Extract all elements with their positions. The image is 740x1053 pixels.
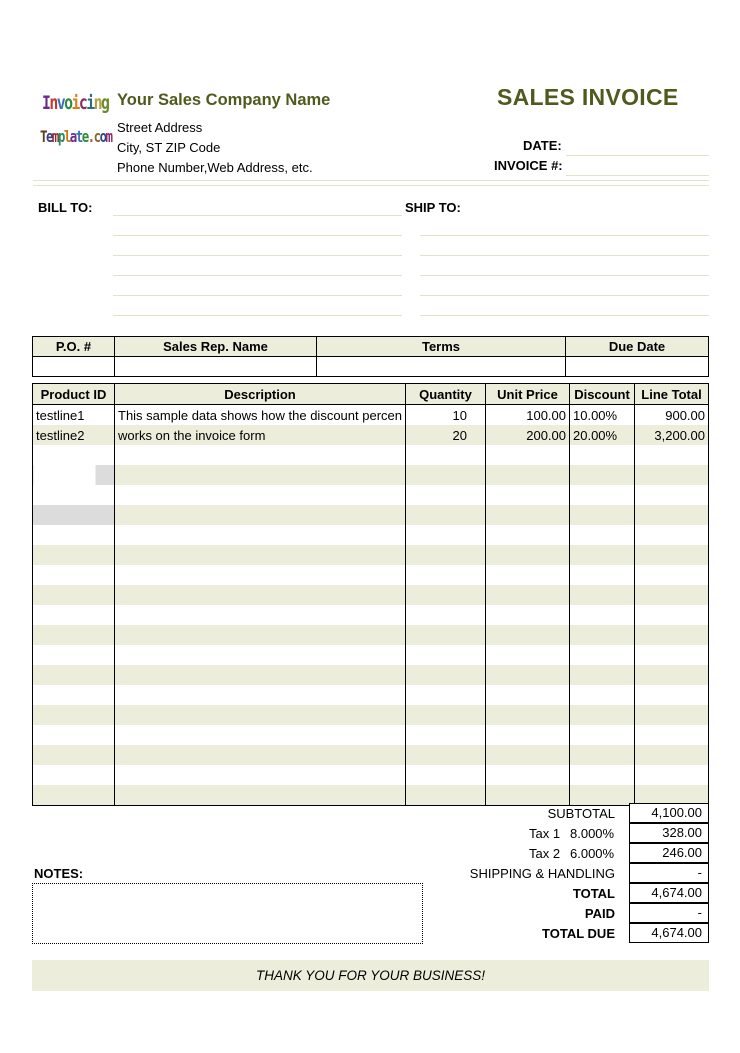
tax2-label: Tax 2 [529,846,561,861]
table-row [33,605,709,625]
total-due-value: 4,674.00 [629,923,709,943]
bill-to-line[interactable] [113,235,402,236]
unit-price-cell[interactable] [486,445,570,465]
product-id-cell[interactable] [33,465,115,485]
shipping-value[interactable]: - [629,863,709,883]
quantity-cell[interactable] [406,645,486,665]
company-city: City, ST ZIP Code [117,140,221,155]
total-value: 4,674.00 [629,883,709,903]
notes-label: NOTES: [34,866,84,881]
description-cell[interactable] [115,505,406,525]
company-logo [38,90,110,150]
company-name: Your Sales Company Name [117,91,331,109]
quantity-cell[interactable] [406,745,486,765]
unit-price-cell[interactable] [486,705,570,725]
date-field[interactable] [566,138,709,156]
line-total-cell[interactable] [635,525,709,545]
quantity-cell[interactable] [406,585,486,605]
header-divider [33,180,709,186]
discount-cell[interactable] [570,445,635,465]
description-cell[interactable] [115,725,406,745]
description-cell[interactable] [115,765,406,785]
terms-value[interactable] [317,357,566,377]
product-id-cell[interactable] [33,505,115,525]
line-total-cell[interactable] [635,565,709,585]
description-cell[interactable] [115,445,406,465]
bill-to-line[interactable] [113,275,402,276]
line-total-cell[interactable] [635,505,709,525]
table-row [33,425,709,445]
ship-to-line[interactable] [420,235,709,236]
product-id-cell[interactable] [33,605,115,625]
subtotal-value: 4,100.00 [629,803,709,823]
discount-cell[interactable] [570,725,635,745]
product-id-cell[interactable] [33,625,115,645]
unit-price-cell[interactable]: 100.00 [486,405,570,426]
line-total-cell[interactable] [635,725,709,745]
product-id-cell[interactable] [33,545,115,565]
ship-to-line[interactable] [420,295,709,296]
product-id-cell[interactable] [33,765,115,785]
product-id-cell[interactable] [33,745,115,765]
line-total-cell[interactable] [635,705,709,725]
tax1-rate[interactable]: 8.000% [570,826,615,841]
shipping-label: SHIPPING & HANDLING [469,866,615,881]
product-id-cell[interactable] [33,485,115,505]
table-row [33,505,709,525]
table-row [33,705,709,725]
line-total-cell[interactable] [635,625,709,645]
total-label: TOTAL [572,886,615,901]
description-cell[interactable] [115,565,406,585]
table-row [33,785,709,806]
product-id-cell[interactable] [33,725,115,745]
table-row [33,725,709,745]
product-id-cell[interactable] [33,785,115,806]
sales-rep-value[interactable] [115,357,317,377]
unit-price-cell[interactable] [486,485,570,505]
discount-cell[interactable] [570,585,635,605]
quantity-header: Quantity [406,384,486,405]
ship-to-line[interactable] [420,255,709,256]
quantity-cell[interactable] [406,525,486,545]
unit-price-cell[interactable] [486,745,570,765]
paid-value[interactable]: - [629,903,709,923]
table-row [33,445,709,465]
unit-price-cell[interactable] [486,545,570,565]
unit-price-cell[interactable] [486,765,570,785]
bill-to-label: BILL TO: [38,200,93,215]
table-row [33,565,709,585]
quantity-cell[interactable]: 10 [406,405,486,426]
table-row [33,645,709,665]
discount-cell[interactable] [570,645,635,665]
line-items-table [32,383,709,806]
description-cell[interactable] [115,745,406,765]
table-row [33,465,709,485]
line-total-cell[interactable]: 900.00 [635,405,709,426]
discount-cell[interactable] [570,505,635,525]
discount-cell[interactable] [570,705,635,725]
quantity-cell[interactable] [406,705,486,725]
discount-cell[interactable] [570,565,635,585]
bill-to-line[interactable] [113,255,402,256]
description-cell[interactable] [115,685,406,705]
tax2-value: 246.00 [629,843,709,863]
description-cell[interactable] [115,465,406,485]
discount-cell[interactable] [570,625,635,645]
description-cell[interactable] [115,645,406,665]
company-street: Street Address [117,120,203,135]
discount-cell[interactable] [570,765,635,785]
discount-cell[interactable] [570,545,635,565]
quantity-cell[interactable] [406,785,486,806]
line-total-cell[interactable] [635,605,709,625]
invoice-title: SALES INVOICE [497,84,679,110]
unit-price-cell[interactable] [486,525,570,545]
line-total-cell[interactable] [635,545,709,565]
unit-price-cell[interactable] [486,685,570,705]
line-total-cell[interactable] [635,765,709,785]
unit-price-cell[interactable]: 200.00 [486,425,570,445]
table-row [33,685,709,705]
description-cell[interactable] [115,585,406,605]
paid-label: PAID [584,906,615,921]
quantity-cell[interactable] [406,685,486,705]
description-cell[interactable] [115,665,406,685]
invoice-number-label: INVOICE #: [494,158,563,173]
description-cell[interactable] [115,605,406,625]
discount-cell[interactable] [570,485,635,505]
table-row [33,545,709,565]
quantity-cell[interactable] [406,465,486,485]
product-id-cell[interactable] [33,445,115,465]
product-id-cell[interactable] [33,665,115,685]
unit-price-cell[interactable] [486,785,570,806]
ship-to-line[interactable] [420,275,709,276]
product-id-cell[interactable] [33,685,115,705]
table-row [33,625,709,645]
quantity-cell[interactable]: 20 [406,425,486,445]
total-due-label: TOTAL DUE [542,926,615,941]
sales-rep-header: Sales Rep. Name [115,337,317,357]
due-date-header: Due Date [566,337,709,357]
description-cell[interactable] [115,625,406,645]
discount-cell[interactable] [570,525,635,545]
product-id-header: Product ID [33,384,115,405]
line-total-cell[interactable] [635,665,709,685]
unit-price-cell[interactable] [486,725,570,745]
unit-price-cell[interactable] [486,645,570,665]
po-header: P.O. # [33,337,115,357]
discount-cell[interactable] [570,465,635,485]
table-row [33,665,709,685]
tax1-value: 328.00 [629,823,709,843]
quantity-cell[interactable] [406,505,486,525]
thank-you-banner: THANK YOU FOR YOUR BUSINESS! [32,960,709,991]
terms-header: Terms [317,337,566,357]
description-header: Description [115,384,406,405]
quantity-cell[interactable] [406,625,486,645]
quantity-cell[interactable] [406,765,486,785]
description-cell[interactable]: works on the invoice form [115,425,406,445]
quantity-cell[interactable] [406,725,486,745]
description-cell[interactable] [115,485,406,505]
line-total-cell[interactable] [635,445,709,465]
table-row [33,585,709,605]
tax1-label: Tax 1 [529,826,561,841]
description-cell[interactable]: This sample data shows how the discount percen [115,405,406,426]
description-cell[interactable] [115,705,406,725]
quantity-cell[interactable] [406,545,486,565]
discount-cell[interactable]: 20.00% [570,425,635,445]
discount-cell[interactable] [570,785,635,806]
line-total-cell[interactable]: 3,200.00 [635,425,709,445]
bill-to-line[interactable] [113,295,402,296]
description-cell[interactable] [115,545,406,565]
company-contact: Phone Number,Web Address, etc. [117,160,313,175]
table-row [33,525,709,545]
ship-to-label: SHIP TO: [405,200,461,215]
unit-price-cell[interactable] [486,585,570,605]
product-id-cell[interactable]: testline2 [33,425,115,445]
description-cell[interactable] [115,785,406,806]
table-row [33,405,709,426]
logo-line2: Template.com [40,127,112,146]
product-id-cell[interactable]: testline1 [33,405,115,426]
product-id-cell[interactable] [33,565,115,585]
unit-price-cell[interactable] [486,625,570,645]
discount-cell[interactable] [570,665,635,685]
discount-cell[interactable]: 10.00% [570,405,635,426]
discount-cell[interactable] [570,685,635,705]
po-value[interactable] [33,357,115,377]
unit-price-cell[interactable] [486,505,570,525]
table-row [33,485,709,505]
tax2-rate[interactable]: 6.000% [570,846,615,861]
unit-price-header: Unit Price [486,384,570,405]
quantity-cell[interactable] [406,485,486,505]
quantity-cell[interactable] [406,565,486,585]
bill-to-line[interactable] [113,215,402,216]
line-total-cell[interactable] [635,485,709,505]
ship-to-line[interactable] [420,315,709,316]
line-total-cell[interactable] [635,645,709,665]
table-row [33,765,709,785]
product-id-cell[interactable] [33,525,115,545]
bill-to-line[interactable] [113,315,402,316]
order-info-table [32,336,709,377]
notes-field[interactable] [32,883,423,944]
discount-cell[interactable] [570,745,635,765]
unit-price-cell[interactable] [486,565,570,585]
subtotal-label: SUBTOTAL [547,806,615,821]
line-total-cell[interactable] [635,685,709,705]
quantity-cell[interactable] [406,445,486,465]
line-total-cell[interactable] [635,585,709,605]
quantity-cell[interactable] [406,605,486,625]
line-total-cell[interactable] [635,745,709,765]
invoice-number-field[interactable] [566,158,709,176]
discount-header: Discount [570,384,635,405]
product-id-cell[interactable] [33,705,115,725]
unit-price-cell[interactable] [486,605,570,625]
table-row [33,745,709,765]
due-date-value[interactable] [566,357,709,377]
product-id-cell[interactable] [33,585,115,605]
unit-price-cell[interactable] [486,465,570,485]
quantity-cell[interactable] [406,665,486,685]
unit-price-cell[interactable] [486,665,570,685]
line-total-header: Line Total [635,384,709,405]
product-id-cell[interactable] [33,645,115,665]
discount-cell[interactable] [570,605,635,625]
line-total-cell[interactable] [635,465,709,485]
logo-line1: Invoicing [42,92,109,114]
description-cell[interactable] [115,525,406,545]
date-label: DATE: [523,138,562,153]
